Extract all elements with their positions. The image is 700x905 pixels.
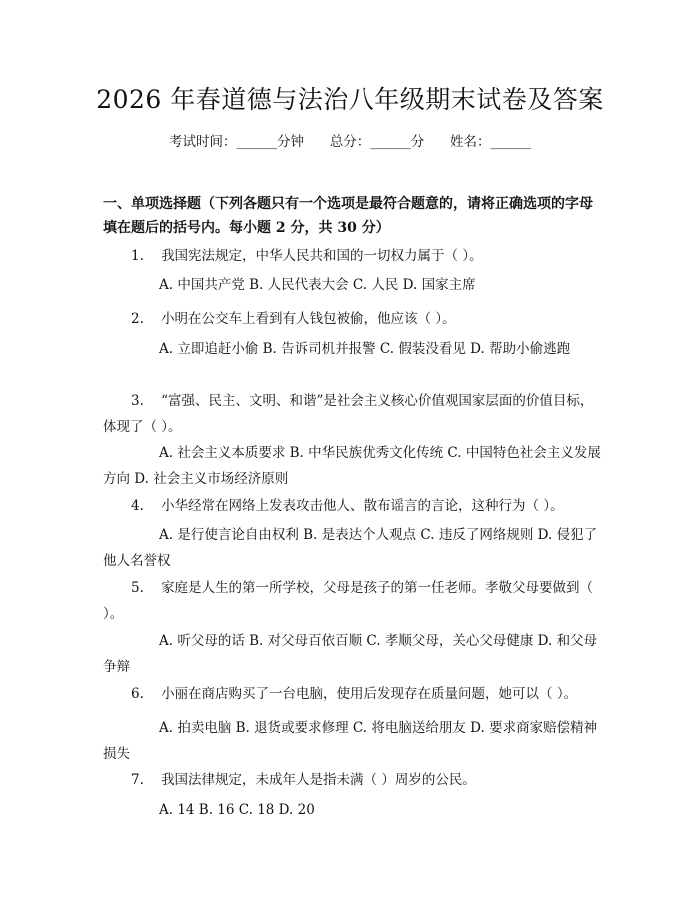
question-3-options: A. 社会主义本质要求 B. 中华民族优秀文化传统 C. 中国特色社会主义发展方向 D. 社会主义市场经济原则 xyxy=(103,445,601,487)
question-6-stem xyxy=(103,681,603,707)
question-1-options: A. 中国共产党 B. 人民代表大会 C. 人民 D. 国家主席 xyxy=(159,277,476,293)
section-heading: 一、单项选择题（下列各题只有一个选项是最符合题意的，请将正确选项的字母填在题后的括号内。每小题 2 分，共 30 分） xyxy=(103,196,593,236)
question-5-options: A. 听父母的话 B. 对父母百依百顺 C. 孝顺父母，关心父母健康 D. 和父母争辩 xyxy=(103,633,598,675)
question-2-stem xyxy=(103,306,603,332)
question-4-stem xyxy=(103,493,603,519)
question-text: 我国宪法规定，中华人民共和国的一切权力属于（ ）。 xyxy=(161,248,483,264)
question-text: 家庭是人生的第一所学校，父母是孩子的第一任老师。孝敬父母要做到（ ）。 xyxy=(103,580,594,622)
exam-title: 2026 年春道德与法治八年级期末试卷及答案 xyxy=(96,85,604,114)
question-1-stem xyxy=(103,243,603,269)
question-7-stem xyxy=(103,767,603,793)
exam-meta-line: 考试时间：______分钟 总分：______分 姓名：______ xyxy=(169,134,531,150)
question-text: “富强、民主、文明、和谐”是社会主义核心价值观国家层面的价值目标，体现了（ ）。 xyxy=(103,393,594,435)
question-4-options: A. 是行使言论自由权利 B. 是表达个人观点 C. 违反了网络规则 D. 侵犯了他人名誉权 xyxy=(103,527,598,569)
question-number: 2. xyxy=(131,311,157,327)
question-number: 3. xyxy=(131,393,157,409)
question-2-options: A. 立即追赶小偷 B. 告诉司机并报警 C. 假装没看见 D. 帮助小偷逃跑 xyxy=(159,341,571,357)
question-3-stem xyxy=(103,388,603,440)
question-5-stem xyxy=(103,575,603,627)
question-text: 我国法律规定，未成年人是指未满（ ）周岁的公民。 xyxy=(161,772,476,788)
question-number: 7. xyxy=(131,772,157,788)
question-number: 6. xyxy=(131,686,157,702)
question-number: 1. xyxy=(131,248,157,264)
question-text: 小华经常在网络上发表攻击他人、散布谣言的言论，这种行为（ ）。 xyxy=(161,498,564,514)
question-number: 4. xyxy=(131,498,157,514)
question-text: 小丽在商店购买了一台电脑，使用后发现存在质量问题，她可以（ ）。 xyxy=(161,686,578,702)
question-6-options: A. 拍卖电脑 B. 退货或要求修理 C. 将电脑送给朋友 D. 要求商家赔偿精神损失 xyxy=(103,720,598,762)
question-7-options: A. 14 B. 16 C. 18 D. 20 xyxy=(159,802,315,818)
question-number: 5. xyxy=(131,580,157,596)
question-text: 小明在公交车上看到有人钱包被偷，他应该（ ）。 xyxy=(161,311,456,327)
